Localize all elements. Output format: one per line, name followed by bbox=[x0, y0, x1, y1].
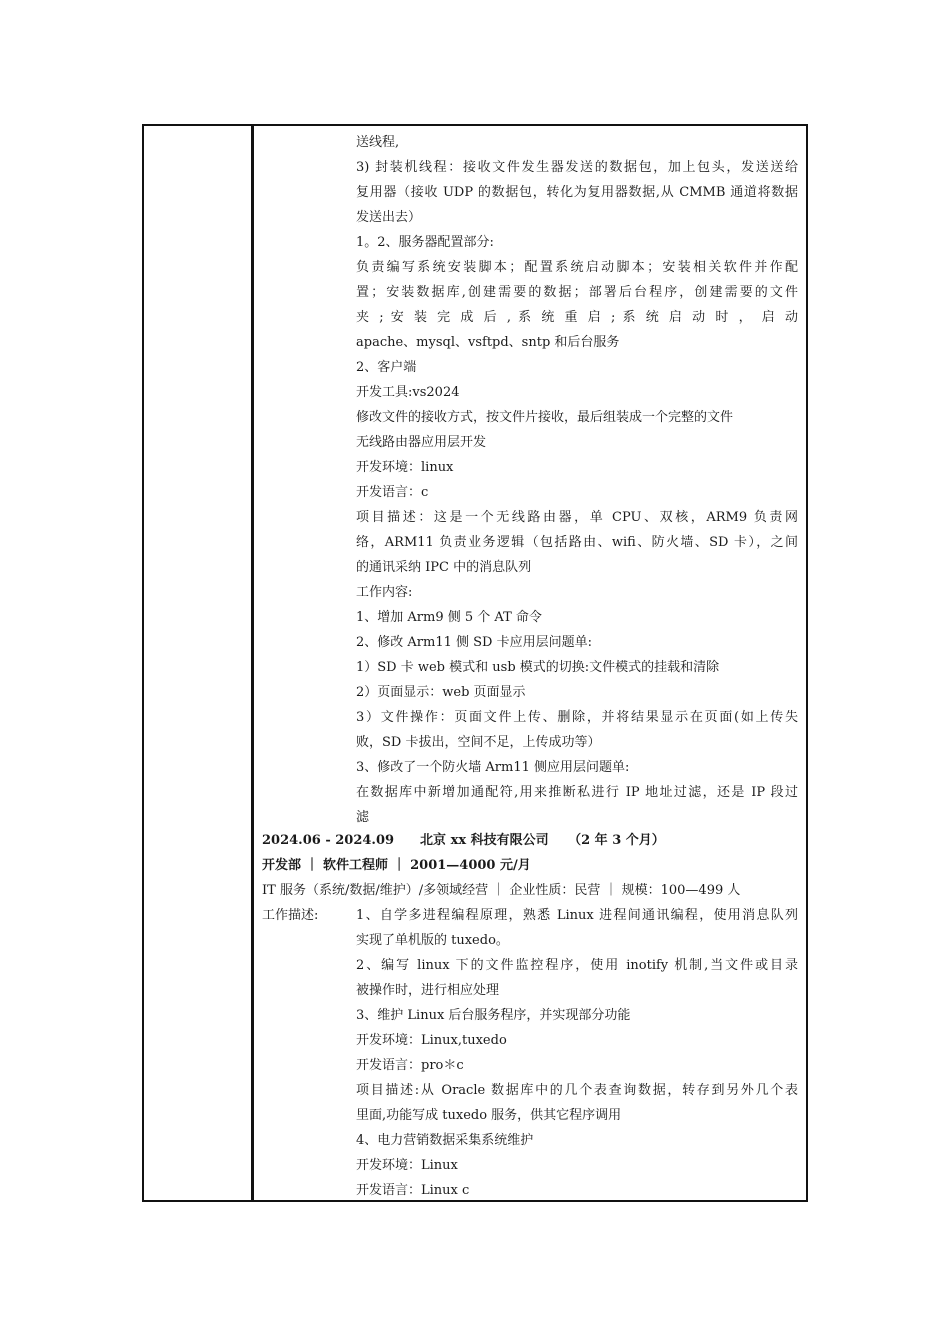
text-line: 4、电力营销数据采集系统维护 bbox=[356, 1133, 534, 1148]
job-meta: IT 服务（系统/数据/维护）/多领域经营 ｜ 企业性质：民营 ｜ 规模：100—499 人 bbox=[262, 883, 741, 898]
right-column bbox=[254, 126, 806, 1200]
text-line: 实现了单机版的 tuxedo。 bbox=[356, 933, 509, 948]
text-line: 2、修改 Arm11 侧 SD 卡应用层问题单: bbox=[356, 635, 592, 650]
text-line: 3）文件操作：页面文件上传、删除，并将结果显示在页面(如上传失 bbox=[356, 710, 798, 725]
text-line: 在数据库中新增加通配符,用来推断私进行 IP 地址过滤，还是 IP 段过 bbox=[356, 785, 798, 800]
text-line: 2、编写 linux 下的文件监控程序，使用 inotify 机制,当文件或目录 bbox=[356, 958, 798, 973]
text-line: 3、维护 Linux 后台服务程序，并实现部分功能 bbox=[356, 1008, 631, 1023]
resume-table bbox=[142, 124, 808, 1202]
text-line: 无线路由器应用层开发 bbox=[356, 435, 487, 450]
text-line: 复用器（接收 UDP 的数据包，转化为复用器数据,从 CMMB 通道将数据 bbox=[356, 185, 798, 200]
text-line: 败，SD 卡拔出，空间不足，上传成功等） bbox=[356, 735, 601, 750]
text-line: 1）SD 卡 web 模式和 usb 模式的切换:文件模式的挂载和清除 bbox=[356, 660, 720, 675]
text-line: 1。2、服务器配置部分: bbox=[356, 235, 494, 250]
text-line: 开发环境：linux bbox=[356, 460, 454, 475]
text-line: 被操作时，进行相应处理 bbox=[356, 983, 500, 998]
text-line: 3、修改了一个防火墙 Arm11 侧应用层问题单: bbox=[356, 760, 630, 775]
text-line: 项目描述：这是一个无线路由器，单 CPU、双核，ARM9 负责网 bbox=[356, 510, 798, 525]
text-line: apache、mysql、vsftpd、sntp 和后台服务 bbox=[356, 335, 620, 350]
text-line: 开发语言：Linux c bbox=[356, 1183, 470, 1198]
job-header: 2024.06 - 2024.09 北京 xx 科技有限公司 （2 年 3 个月） bbox=[262, 833, 665, 848]
text-line: 置；安装数据库,创建需要的数据；部署后台程序，创建需要的文件 bbox=[356, 285, 798, 300]
text-line: 负责编写系统安装脚本；配置系统启动脚本；安装相关软件并作配 bbox=[356, 260, 798, 275]
text-line: 3) 封装机线程：接收文件发生器发送的数据包，加上包头，发送送给 bbox=[356, 160, 798, 175]
text-line: 1、增加 Arm9 侧 5 个 AT 命令 bbox=[356, 610, 542, 625]
text-line: 里面,功能写成 tuxedo 服务，供其它程序调用 bbox=[356, 1108, 622, 1123]
text-line: 项目描述:从 Oracle 数据库中的几个表查询数据，转存到另外几个表 bbox=[356, 1083, 798, 1098]
text-line: 1、自学多进程编程原理，熟悉 Linux 进程间通讯编程，使用消息队列 bbox=[356, 908, 798, 923]
job-title: 开发部 ｜ 软件工程师 ｜ 2001—4000 元/月 bbox=[262, 858, 531, 873]
left-column bbox=[144, 126, 254, 1200]
text-line: 2、客户端 bbox=[356, 360, 417, 375]
text-line: 开发环境：Linux bbox=[356, 1158, 458, 1173]
work-description-label: 工作描述: bbox=[262, 908, 319, 923]
text-line: 滤 bbox=[356, 810, 370, 825]
text-line: 2）页面显示：web 页面显示 bbox=[356, 685, 526, 700]
text-line: 工作内容: bbox=[356, 585, 413, 600]
text-line: 开发环境：Linux,tuxedo bbox=[356, 1033, 507, 1048]
text-line: 的通讯采纳 IPC 中的消息队列 bbox=[356, 560, 532, 575]
text-line: 开发语言：c bbox=[356, 485, 429, 500]
text-line: 夹 ; 安 装 完 成 后 , 系 统 重 启 ; 系 统 启 动 时 ， 启 动 bbox=[356, 310, 798, 325]
text-line: 开发工具:vs2024 bbox=[356, 385, 460, 400]
text-line: 修改文件的接收方式，按文件片接收，最后组装成一个完整的文件 bbox=[356, 410, 734, 425]
text-line: 送线程, bbox=[356, 135, 400, 150]
text-line: 发送出去） bbox=[356, 210, 422, 225]
text-line: 络，ARM11 负责业务逻辑（包括路由、wifi、防火墙、SD 卡），之间 bbox=[356, 535, 798, 550]
text-line: 开发语言：pro＊c bbox=[356, 1058, 464, 1073]
